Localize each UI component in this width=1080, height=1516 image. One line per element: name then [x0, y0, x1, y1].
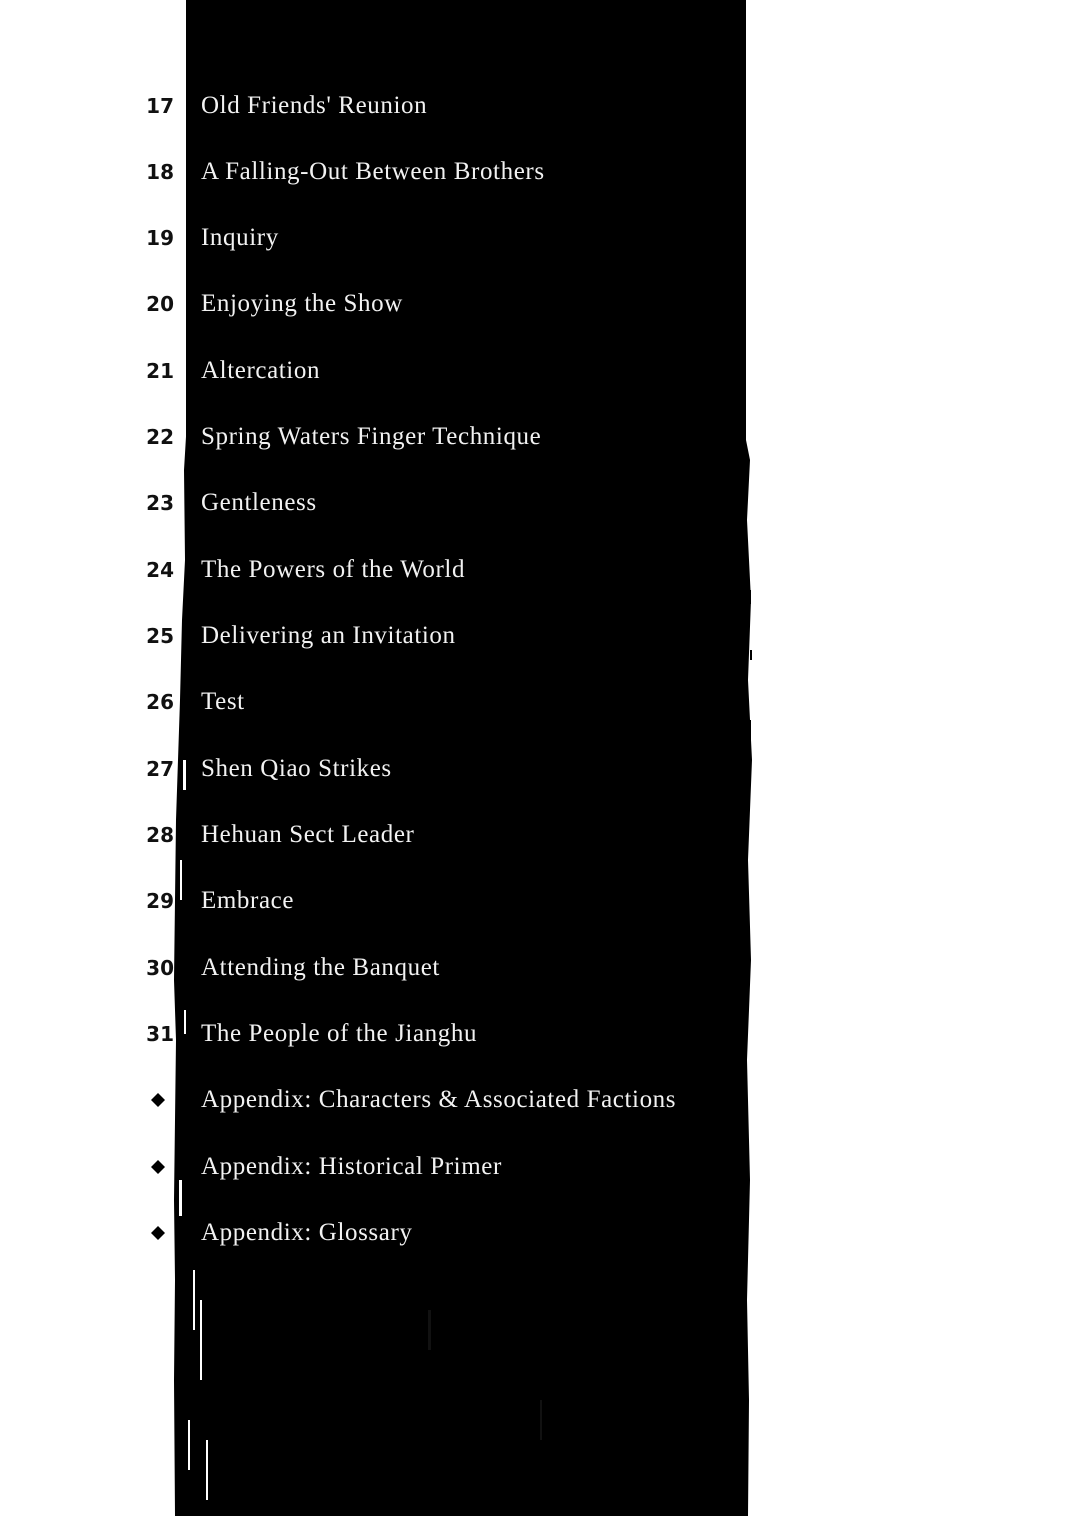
chapter-title: The Powers of the World [201, 556, 466, 583]
chapter-title: Old Friends' Reunion [201, 92, 428, 119]
chapter-number: 22 [146, 425, 174, 449]
toc-entry[interactable] [0, 218, 760, 258]
chapter-title: Shen Qiao Strikes [201, 755, 392, 782]
chapter-number: 21 [146, 359, 174, 383]
chapter-number: 23 [146, 491, 174, 515]
toc-entry[interactable] [0, 616, 760, 656]
chapter-number: 20 [146, 292, 174, 316]
chapter-title: Embrace [201, 887, 295, 914]
chapter-number: 31 [146, 1022, 174, 1046]
toc-entry[interactable] [0, 417, 760, 457]
chapter-title: Inquiry [201, 224, 279, 251]
chapter-number: 28 [146, 823, 174, 847]
chapter-number: 19 [146, 226, 174, 250]
chapter-number: 30 [146, 956, 174, 980]
toc-entry[interactable] [0, 749, 760, 789]
appendix-title: Appendix: Historical Primer [201, 1153, 502, 1180]
chapter-title: Hehuan Sect Leader [201, 821, 415, 848]
toc-entry[interactable] [0, 284, 760, 324]
chapter-number: 26 [146, 690, 174, 714]
toc-entry[interactable] [0, 483, 760, 523]
chapter-title: The People of the Jianghu [201, 1020, 478, 1047]
chapter-title: Attending the Banquet [201, 954, 440, 981]
toc-appendix-entry[interactable] [0, 1213, 760, 1253]
chapter-number: 25 [146, 624, 174, 648]
chapter-title: Spring Waters Finger Technique [201, 423, 542, 450]
appendix-title: Appendix: Glossary [201, 1219, 413, 1246]
toc-entry[interactable] [0, 948, 760, 988]
toc-entry[interactable] [0, 815, 760, 855]
chapter-number: 27 [146, 757, 174, 781]
toc-entry[interactable] [0, 550, 760, 590]
diamond-bullet-icon [150, 1159, 166, 1175]
chapter-number: 29 [146, 889, 174, 913]
chapter-number: 18 [146, 160, 174, 184]
chapter-title: Gentleness [201, 489, 317, 516]
appendix-title: Appendix: Characters & Associated Factions [201, 1086, 677, 1113]
toc-appendix-entry[interactable] [0, 1147, 760, 1187]
toc-entry[interactable] [0, 881, 760, 921]
chapter-title: Test [201, 688, 245, 715]
chapter-title: Enjoying the Show [201, 290, 403, 317]
toc-entry[interactable] [0, 682, 760, 722]
toc-entry[interactable] [0, 152, 760, 192]
diamond-bullet-icon [150, 1092, 166, 1108]
chapter-number: 24 [146, 558, 174, 582]
toc-entry[interactable] [0, 1014, 760, 1054]
chapter-number: 17 [146, 94, 174, 118]
diamond-bullet-icon [150, 1225, 166, 1241]
chapter-title: Delivering an Invitation [201, 622, 456, 649]
chapter-title: Altercation [201, 357, 321, 384]
toc-entry[interactable] [0, 86, 760, 126]
chapter-title: A Falling-Out Between Brothers [201, 158, 545, 185]
toc-appendix-entry[interactable] [0, 1080, 760, 1120]
toc-entry[interactable] [0, 351, 760, 391]
